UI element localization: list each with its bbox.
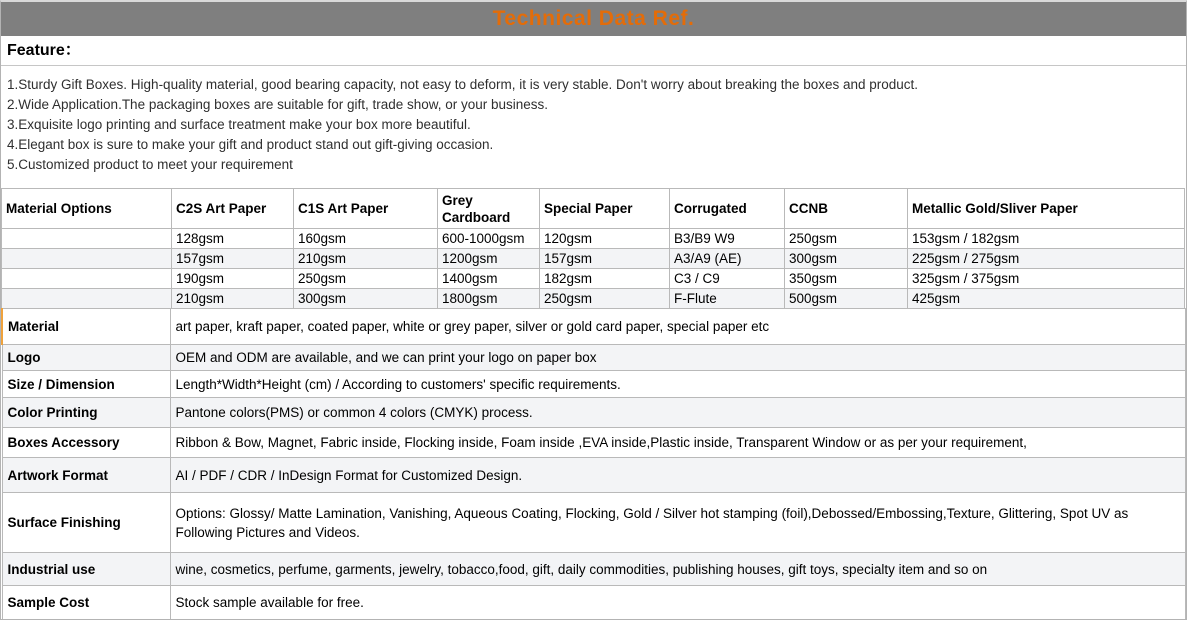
feature-item-4: 4.Elegant box is sure to make your gift and product stand out gift-giving occasion. [7,137,494,152]
materials-cell [2,229,172,249]
spec-label: Boxes Accessory [2,428,170,458]
spec-value: art paper, kraft paper, coated paper, white or grey paper, silver or gold card paper, special paper etc [170,309,1185,345]
materials-column-header-3: C1S Art Paper [294,189,438,229]
materials-cell: 157gsm [172,249,294,269]
materials-cell [2,289,172,309]
spec-row-4 [2,398,1185,428]
spec-label: Artwork Format [2,458,170,493]
materials-cell: 225gsm / 275gsm [908,249,1185,269]
materials-cell: B3/B9 W9 [670,229,785,249]
materials-cell: 350gsm [785,269,908,289]
materials-cell: 1400gsm [438,269,540,289]
materials-cell: 160gsm [294,229,438,249]
materials-cell: C3 / C9 [670,269,785,289]
materials-cell: 182gsm [540,269,670,289]
spec-row-2 [2,345,1185,371]
materials-column-header-8: Metallic Gold/Sliver Paper [908,189,1185,229]
materials-cell: 250gsm [540,289,670,309]
spec-row-5 [2,428,1185,458]
materials-cell: 300gsm [785,249,908,269]
spec-row-1 [2,309,1185,345]
materials-column-header-2: C2S Art Paper [172,189,294,229]
materials-row-4 [2,289,1185,309]
spec-label: Material [2,309,170,345]
spec-table [1,308,1186,620]
spec-row-6 [2,458,1185,493]
feature-list [1,66,1186,188]
spec-value: Length*Width*Height (cm) / According to customers' specific requirements. [170,371,1185,398]
materials-table-body [2,229,1185,309]
spec-table-body [2,309,1185,620]
materials-cell: 153gsm / 182gsm [908,229,1185,249]
materials-cell: 250gsm [294,269,438,289]
materials-table-header [2,189,1185,229]
materials-column-header-7: CCNB [785,189,908,229]
materials-table [1,188,1185,309]
feature-heading-text: Feature： [7,42,81,59]
page-title: Technical Data Ref. [492,7,695,30]
spec-row-8 [2,553,1185,586]
spec-label: Size / Dimension [2,371,170,398]
materials-cell: 157gsm [540,249,670,269]
materials-cell: 425gsm [908,289,1185,309]
materials-cell: 1800gsm [438,289,540,309]
materials-row-3 [2,269,1185,289]
spec-row-7 [2,493,1185,553]
feature-item-3: 3.Exquisite logo printing and surface treatment make your box more beautiful. [7,117,471,132]
spec-label: Color Printing [2,398,170,428]
materials-cell: 210gsm [294,249,438,269]
materials-row-2 [2,249,1185,269]
materials-cell: F-Flute [670,289,785,309]
spec-label: Surface Finishing [2,493,170,553]
materials-column-header-1: Material Options [2,189,172,229]
spec-value: Stock sample available for free. [170,586,1185,620]
spec-label: Logo [2,345,170,371]
materials-cell: 325gsm / 375gsm [908,269,1185,289]
materials-cell: 600-1000gsm [438,229,540,249]
spec-row-9 [2,586,1185,620]
materials-cell: 500gsm [785,289,908,309]
spec-value: Ribbon & Bow, Magnet, Fabric inside, Flocking inside, Foam inside ,EVA inside,Plastic inside, Transparent Window or as per your requirement, [170,428,1185,458]
spec-value: Options: Glossy/ Matte Lamination, Vanishing, Aqueous Coating, Flocking, Gold / Silver hot stamping (foil),Debossed/Embossing,Texture, Glittering, Spot UV as Following Pictures and Videos. [170,493,1185,553]
spec-value: OEM and ODM are available, and we can print your logo on paper box [170,345,1185,371]
materials-cell [2,269,172,289]
materials-cell: 190gsm [172,269,294,289]
feature-section-heading [1,36,1186,66]
spec-row-3 [2,371,1185,398]
materials-header-row [2,189,1185,229]
spec-label: Sample Cost [2,586,170,620]
materials-cell: 120gsm [540,229,670,249]
feature-item-5: 5.Customized product to meet your requirement [7,157,293,172]
spec-value: AI / PDF / CDR / InDesign Format for Customized Design. [170,458,1185,493]
materials-cell: 128gsm [172,229,294,249]
materials-cell: 1200gsm [438,249,540,269]
materials-row-1 [2,229,1185,249]
materials-column-header-4: Grey Cardboard [438,189,540,229]
materials-cell: 300gsm [294,289,438,309]
spec-label: Industrial use [2,553,170,586]
materials-column-header-6: Corrugated [670,189,785,229]
spec-value: Pantone colors(PMS) or common 4 colors (CMYK) process. [170,398,1185,428]
materials-cell: 250gsm [785,229,908,249]
spec-value: wine, cosmetics, perfume, garments, jewelry, tobacco,food, gift, daily commodities, publishing houses, gift toys, specialty item and so on [170,553,1185,586]
feature-item-2: 2.Wide Application.The packaging boxes are suitable for gift, trade show, or your business. [7,97,549,112]
materials-cell: 210gsm [172,289,294,309]
materials-cell [2,249,172,269]
materials-cell: A3/A9 (AE) [670,249,785,269]
feature-item-1: 1.Sturdy Gift Boxes. High-quality material, good bearing capacity, not easy to deform, it is very stable. Don't worry about breaking the boxes and product. [7,77,919,92]
materials-column-header-5: Special Paper [540,189,670,229]
banner [1,2,1186,36]
